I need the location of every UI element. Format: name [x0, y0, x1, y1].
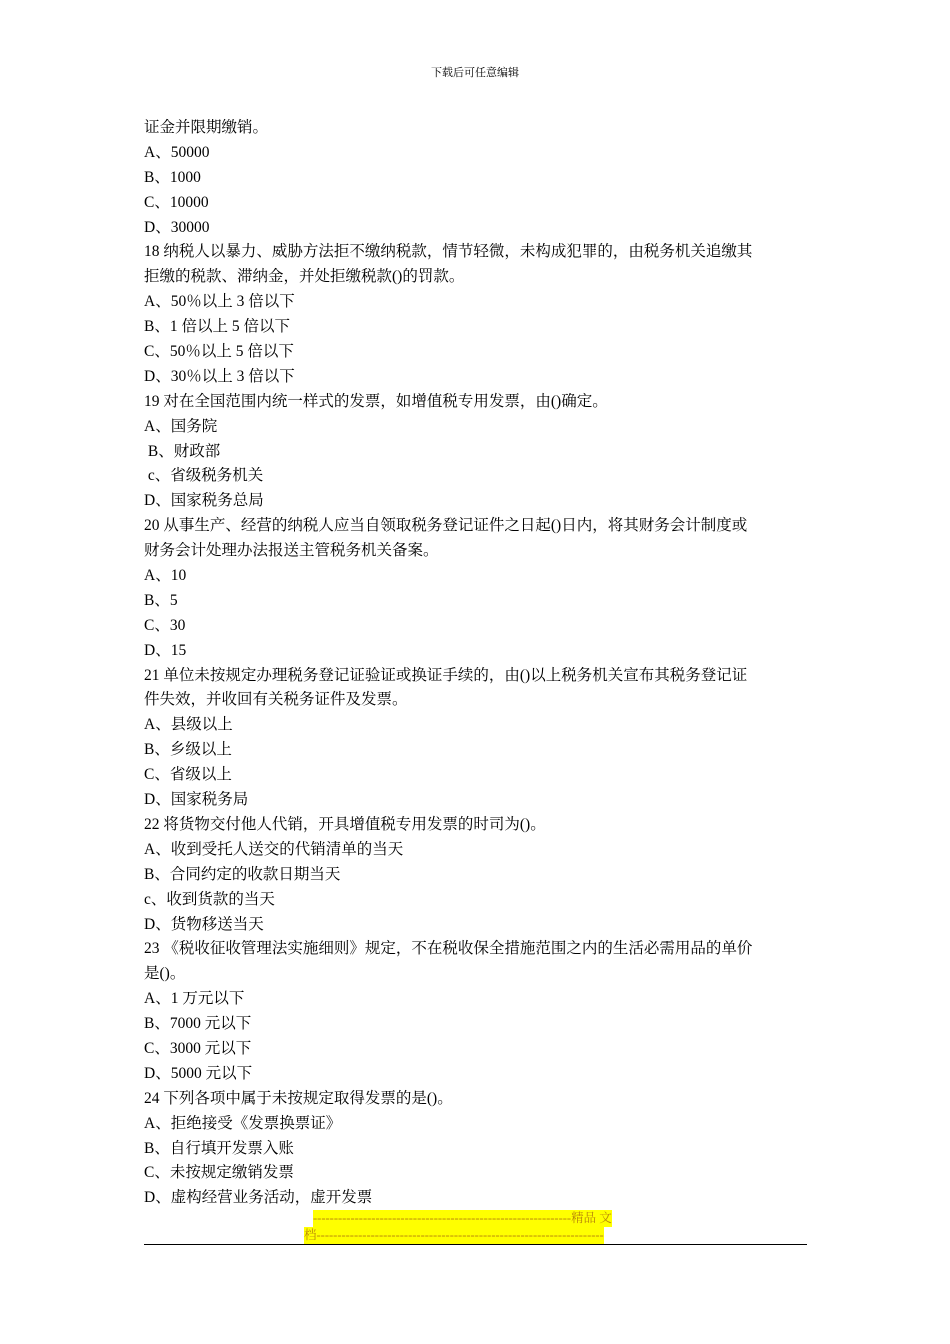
option-line: D、货物移送当天 — [144, 915, 264, 933]
option-line: A、拒绝接受《发票换票证》 — [144, 1114, 342, 1132]
question-20: 20 从事生产、经营的纳税人应当自领取税务登记证件之日起()日内，将其财务会计制度或 — [144, 517, 748, 535]
option-line: C、10000 — [144, 193, 209, 211]
document-body — [144, 116, 808, 1211]
option-line: B、乡级以上 — [144, 741, 232, 759]
option-line: c、省级税务机关 — [144, 467, 264, 485]
question-21-cont: 件失效，并收回有关税务证件及发票。 — [144, 691, 408, 709]
footer-banner-line2: 档--------------------------------------------------------------------- — [304, 1228, 604, 1242]
option-line: D、国家税务总局 — [144, 492, 264, 510]
option-line: B、5 — [144, 591, 178, 609]
option-line: C、3000 元以下 — [144, 1039, 252, 1057]
question-20-cont: 财务会计处理办法报送主管税务机关备案。 — [144, 542, 439, 560]
option-line: B、7000 元以下 — [144, 1015, 252, 1033]
option-line: A、县级以上 — [144, 716, 233, 734]
option-line: D、30％以上 3 倍以下 — [144, 367, 295, 385]
option-line: B、财政部 — [144, 442, 221, 460]
question-18: 18 纳税人以暴力、威胁方法拒不缴纳税款，情节轻微，未构成犯罪的，由税务机关追缴其 — [144, 243, 753, 261]
page-header: 下载后可任意编辑 — [431, 67, 519, 79]
option-line: B、自行填开发票入账 — [144, 1139, 294, 1157]
question-21: 21 单位未按规定办理税务登记证验证或换证手续的，由()以上税务机关宣布其税务登记证 — [144, 666, 748, 684]
footer-banner-line1: --------------------------------------------------------------精品 文 — [313, 1211, 612, 1225]
option-line: D、5000 元以下 — [144, 1064, 253, 1082]
option-line: A、10 — [144, 567, 187, 585]
footer-watermark — [304, 1210, 648, 1244]
text-line: 证金并限期缴销。 — [144, 119, 269, 136]
option-line: C、未按规定缴销发票 — [144, 1164, 294, 1182]
option-line: D、15 — [144, 641, 187, 659]
question-23-cont: 是()。 — [144, 965, 186, 983]
option-line: C、50％以上 5 倍以下 — [144, 343, 294, 361]
question-19: 19 对在全国范围内统一样式的发票，如增值税专用发票，由()确定。 — [144, 392, 608, 410]
option-line: A、收到受托人送交的代销清单的当天 — [144, 840, 404, 858]
question-22: 22 将货物交付他人代销，开具增值税专用发票的时司为()。 — [144, 815, 546, 833]
option-line: D、30000 — [144, 218, 210, 236]
option-line: C、30 — [144, 616, 186, 634]
question-24: 24 下列各项中属于未按规定取得发票的是()。 — [144, 1089, 453, 1107]
option-line: D、国家税务局 — [144, 791, 249, 809]
option-line: A、50000 — [144, 143, 210, 161]
option-line: A、50％以上 3 倍以下 — [144, 293, 295, 311]
option-line: D、虚构经营业务活动，虚开发票 — [144, 1189, 373, 1207]
option-line: A、国务院 — [144, 417, 218, 435]
option-line: B、1 倍以上 5 倍以下 — [144, 318, 290, 336]
footer-divider — [144, 1244, 807, 1245]
option-line: A、1 万元以下 — [144, 990, 245, 1008]
question-23: 23 《税收征收管理法实施细则》规定，不在税收保全措施范围之内的生活必需用品的单价 — [144, 940, 753, 958]
option-line: B、1000 — [144, 168, 201, 186]
question-18-cont: 拒缴的税款、滞纳金，并处拒缴税款()的罚款。 — [144, 268, 465, 286]
option-line: c、收到货款的当天 — [144, 890, 275, 908]
option-line: C、省级以上 — [144, 766, 232, 784]
option-line: B、合同约定的收款日期当天 — [144, 865, 341, 883]
